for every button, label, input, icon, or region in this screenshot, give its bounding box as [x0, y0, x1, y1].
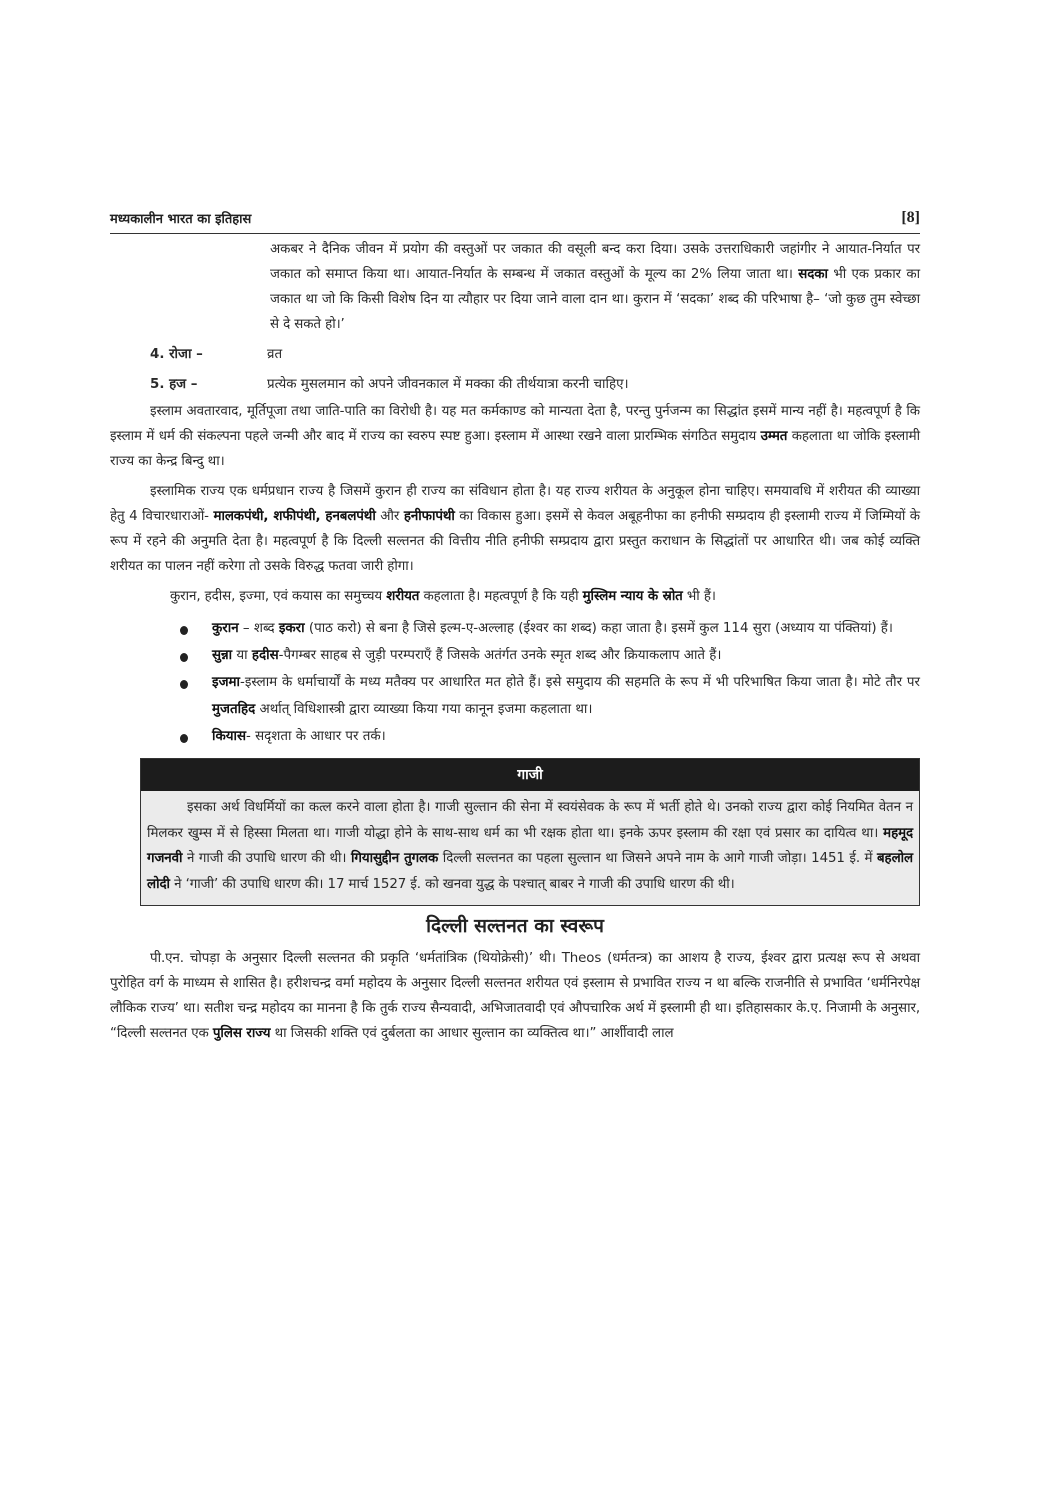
islam-paragraph [110, 399, 920, 474]
text-run: कहलाता था जोकि इस्लामी राज्य का केन्द्र बिन्दु था। [110, 429, 920, 469]
list-item-qiyas [180, 723, 920, 750]
running-header [110, 203, 920, 234]
islamic-state-paragraph [110, 479, 920, 579]
text-run: -इस्लाम के धर्माचार्यों के मध्य मतैक्य पर आधारित मत होते हैं। इसे समुदाय की सहमति के रूप में भी परिभाषित किया जाता है। मोटे तौर पर [240, 675, 920, 690]
text-run: इसका अर्थ विधर्मियों का कत्ल करने वाला होता है। गाजी सुल्तान की सेना में स्वयंसेवक के रूप में भर्ती होते थे। उनको राज्य द्वारा कोई नियमित वेतन न मिलकर खुम्स में से हिस्सा मिलता था। गाजी योद्धा होने के साथ-साथ धर्म का भी रक्षक होता था। इनके ऊपर इस्लाम की रक्षा एवं प्रसार का दायित्व था। [147, 800, 913, 841]
text-run: था जिसकी शक्ति एवं दुर्बलता का आधार सुल्तान का व्यक्तित्व था।” आर्शीवादी लाल [270, 1026, 674, 1041]
bold-term-police-state: पुलिस राज्य [212, 1026, 271, 1041]
document-page [110, 203, 920, 1046]
bold-term: सुन्ना [212, 648, 233, 663]
pillar-term: 5. हज – [150, 377, 198, 392]
bold-term-sources: मुस्लिम न्याय के स्रोत [582, 589, 683, 604]
sharia-sources-list [110, 615, 920, 750]
text-run: - सदृशता के आधार पर तर्क। [246, 729, 386, 744]
section-heading: दिल्ली सल्तनत का स्वरूप [426, 915, 604, 937]
bold-term: मुजतहिद [212, 702, 256, 717]
book-title: मध्यकालीन भारत का इतिहास [110, 212, 252, 227]
page-number: [8] [901, 209, 920, 226]
bold-term-sharia: शरीयत [386, 589, 420, 604]
text-run: ने ‘गाजी’ की उपाधि धारण की। 17 मार्च 1527 ई. को खनवा युद्ध के पश्चात् बाबर ने गाजी की उपाधि धारण की थी। [169, 876, 735, 892]
bold-term-schools: मालकपंथी, शफीपंथी, हनबलपंथी [213, 509, 376, 524]
bold-term: कुरान [212, 621, 239, 636]
list-item-quran [180, 615, 920, 642]
box-title: गाजी [141, 759, 919, 791]
list-item-ijma [180, 669, 920, 723]
text-run: कुरान, हदीस, इज्मा, एवं कयास का समुच्चय [170, 589, 387, 604]
text-run: -पैगम्बर साहब से जुड़ी परम्पराएँ हैं जिसके अतंर्गत उनके स्मृत शब्द और क्रियाकलाप आते हैं। [278, 648, 722, 663]
pillar-roza [150, 342, 920, 367]
sultanate-nature-paragraph [110, 946, 920, 1046]
text-run: इस्लाम अवतारवाद, मूर्तिपूजा तथा जाति-पाति का विरोधी है। यह मत कर्मकाण्ड को मान्यता देता है, परन्तु पुर्नजन्म का सिद्धांत इसमें मान्य नहीं है। महत्वपूर्ण है कि इस्लाम में धर्म की संकल्पना पहले जन्मी और बाद में राज्य का स्वरुप स्पष्ट हुआ। इस्लाम में आस्था रखने वाला प्रारम्भिक संगठित समुदाय [110, 404, 920, 444]
text-run: ने गाजी की उपाधि धारण की थी। [182, 851, 351, 866]
pillar-definition: व्रत [267, 347, 283, 362]
sharia-paragraph [170, 584, 920, 609]
text-run: (पाठ करो) से बना है जिसे इल्म-ए-अल्लाह (ईश्वर का शब्द) कहा जाता है। इसमें कुल 114 सुरा (अध्याय या पंक्तियां) हैं। [304, 621, 893, 636]
text-run: और [375, 509, 404, 524]
list-item-sunna [180, 642, 920, 669]
text-run: भी एक प्रकार का जकात था जो कि किसी विशेष दिन या त्यौहार पर दिया जाने वाला दान था। कुरान में ‘सदका’ शब्द की परिभाषा है– ‘जो कुछ तुम स्वेच्छा से दे सकते हो।’ [270, 267, 920, 332]
ghazi-paragraph [147, 795, 913, 897]
bold-term-lodi: बहलोल लोदी [147, 851, 913, 892]
ghazi-info-box [140, 758, 920, 906]
text-run: अर्थात् विधिशास्त्री द्वारा व्याख्या किया गया कानून इजमा कहलाता था। [255, 702, 593, 717]
bold-term: कियास [212, 729, 247, 744]
text-run: भी हैं। [682, 589, 716, 604]
text-run: – शब्द [238, 621, 279, 636]
bold-term-sadka: सदका [798, 267, 828, 282]
bold-term: इजमा [212, 675, 240, 690]
bold-term: हदीस [251, 648, 279, 663]
bold-term-hanafi: हनीफापंथी [403, 509, 455, 524]
pillar-hajj [150, 372, 920, 397]
box-body [141, 791, 919, 905]
zakat-continuation-paragraph [270, 237, 920, 337]
pillar-term: 4. रोजा – [150, 347, 203, 362]
text-run: या [232, 648, 252, 663]
text-run: इस्लामिक राज्य एक धर्मप्रधान राज्य है जिसमें कुरान ही राज्य का संविधान होता है। यह राज्य शरीयत के अनुकूल होना चाहिए। समयावधि में शरीयत की व्याख्या हेतु 4 विचारधाराओं- [110, 484, 920, 524]
pillar-definition: प्रत्येक मुसलमान को अपने जीवनकाल में मक्का की तीर्थयात्रा करनी चाहिए। [267, 377, 629, 392]
text-run: पी.एन. चोपड़ा के अनुसार दिल्ली सल्तनत की प्रकृति ‘धर्मतांत्रिक (थियोक्रेसी)’ थी। Theos (धर्मतन्त्र) का आशय है राज्य, ईश्वर द्वारा प्रत्यक्ष रूप से अथवा पुरोहित वर्ग के माध्यम से शासित है। हरीशचन्द्र वर्मा महोदय के अनुसार दिल्ली सल्तनत शरीयत एवं इस्लाम से प्रभावित राज्य न था बल्कि राजनीति से प्रभावित ‘धर्मनिरपेक्ष लौकिक राज्य’ था। सतीश चन्द्र महोदय का मानना है कि तुर्क राज्य सैन्यवादी, अभिजातवादी एवं औपचारिक अर्थ में इस्लामी ही था। इतिहासकार के.ए. निजामी के अनुसार, “दिल्ली सल्तनत एक [110, 951, 920, 1041]
bold-term-tughlaq: गियासुद्दीन तुगलक [350, 851, 439, 866]
text-run: का विकास हुआ। इसमें से केवल अबूहनीफा का हनीफी सम्प्रदाय ही इस्लामी राज्य में जिम्मियों के रूप में रहने की अनुमति देता है। महत्वपूर्ण है कि दिल्ली सल्तनत की वित्तीय नीति हनीफी सम्प्रदाय द्वारा प्रस्तुत कराधान के सिद्धांतों पर आधारित थी। जब कोई व्यक्ति शरीयत का पालन नहीं करेगा तो उसके विरुद्ध फतवा जारी होगा। [110, 509, 920, 574]
bold-term: इकरा [278, 621, 305, 636]
bold-term-mahmud: महमूद गजनवी [147, 825, 913, 866]
text-run: अकबर ने दैनिक जीवन में प्रयोग की वस्तुओं पर जकात की वसूली बन्द करा दिया। उसके उत्तराधिकारी जहांगीर ने आयात-निर्यात पर जकात को समाप्त किया था। आयात-निर्यात के सम्बन्ध में जकात वस्तुओं के मूल्य का 2% लिया जाता था। [270, 242, 920, 282]
bold-term-ummat: उम्मत [760, 429, 788, 444]
text-run: कहलाता है। महत्वपूर्ण है कि यही [419, 589, 583, 604]
text-run: दिल्ली सल्तनत का पहला सुल्तान था जिसने अपने नाम के आगे गाजी जोड़ा। 1451 ई. में [438, 851, 878, 866]
